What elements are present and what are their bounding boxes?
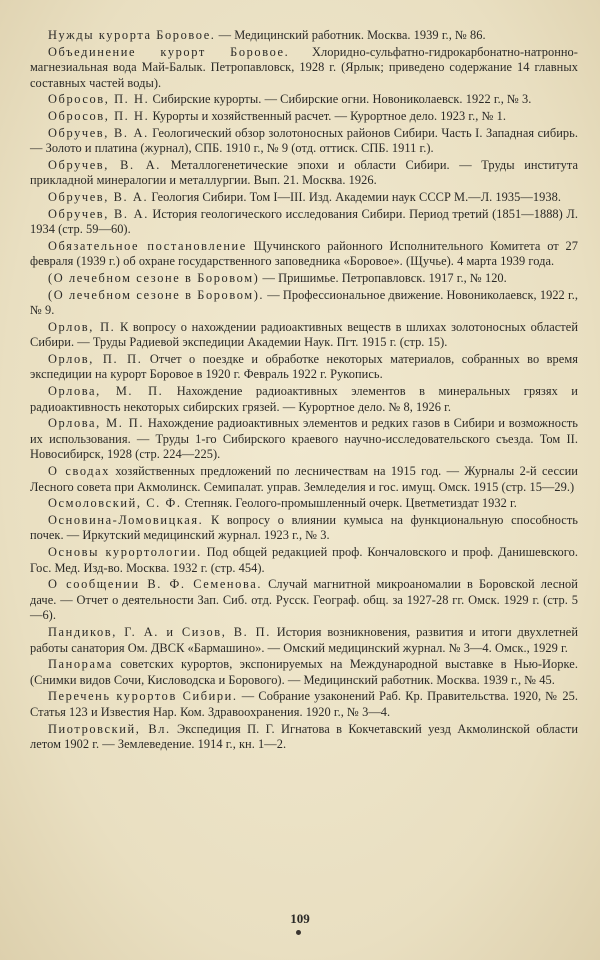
entry-author: Обязательное постановление bbox=[48, 238, 247, 253]
entry-author: Основина-Ломовицкая. bbox=[48, 512, 204, 527]
entry-author: Пиотровский, Вл. bbox=[48, 721, 171, 736]
entry-text: Степняк. Геолого-промышленный очерк. Цветметиздат 1932 г. bbox=[181, 496, 517, 511]
entry-author: Пандиков, Г. А. и Сизов, В. П. bbox=[48, 624, 271, 639]
bibliography-entry bbox=[30, 271, 578, 287]
entry-text: хозяйственных предложений по лесничествам на 1915 год. — Журналы 2-й сессии Лесного совета при Акмолинск. Семипалат. управ. Земледелия и гос. имущ. Омск. 1915 (стр. 15—29.) bbox=[30, 464, 578, 494]
bibliography-entry bbox=[30, 109, 578, 125]
entry-text: Геологический обзор золотоносных районов Сибири. Часть I. Западная сибирь. — Золото и платина (журнал), СПБ. 1910 г., № 9 (отд. оттиск. СПБ. 1911 г.). bbox=[30, 125, 578, 156]
print-mark bbox=[296, 930, 301, 935]
bibliography-entry bbox=[30, 496, 578, 512]
entry-text: — Профессиональное движение. Новониколаевск, 1922 г., № 9. bbox=[30, 287, 578, 318]
bibliography-entry bbox=[30, 158, 578, 189]
entry-text: Металлогенетические эпохи и области Сибири. — Труды института прикладной минералогии и металлургии. Вып. 21. Москва. 1926. bbox=[30, 157, 578, 188]
entry-author: Обросов, П. Н. bbox=[48, 92, 150, 107]
entry-author: Объединение курорт Боровое. bbox=[48, 44, 290, 59]
entry-text: К вопросу о нахождении радиоактивных веществ в шлихах золотоносных областей Сибири. — Труды Радиевой экспедиции Академии Наук. Пгт. 1915 г. (стр. 15). bbox=[30, 319, 579, 350]
entry-text: История геологического исследования Сибири. Период третий (1851—1888) Л. 1934 (стр. 59—60). bbox=[30, 206, 578, 237]
bibliography-entry bbox=[30, 464, 578, 495]
entry-author: Панорама bbox=[48, 657, 114, 672]
bibliography-page bbox=[30, 28, 578, 754]
bibliography-entry bbox=[30, 126, 578, 157]
entry-text: Отчет о поездке и обработке некоторых материалов, собранных во время экспедиции на курорт Боровое в 1920 г. Февраль 1922 г. Рукопись. bbox=[30, 351, 578, 382]
entry-author: Обручев, В. А. bbox=[48, 157, 162, 172]
bibliography-entry bbox=[30, 657, 578, 688]
entry-author: Нужды курорта Боровое. bbox=[48, 28, 216, 42]
bibliography-entry bbox=[30, 45, 578, 92]
bibliography-entry bbox=[30, 207, 578, 238]
bibliography-entry bbox=[30, 722, 578, 753]
entry-text: Случай магнитной микроаномалии в Боровской лесной даче. — Отчет о деятельности Зап. Сиб. отд. Русск. Географ. общ. за 1927-28 гг. Омск. 1929 г. (стр. 5—6). bbox=[30, 577, 578, 623]
entry-author: Орлов, П. bbox=[48, 319, 116, 334]
entry-text: Щучинского районного Исполнительного Комитета от 27 февраля (1939 г.) об охране государственного заповедника «Боровое». (Щучье). 4 марта 1939 года. bbox=[30, 238, 579, 269]
entry-text: — Собрание узаконений Раб. Кр. Правительства. 1920, № 25. Статья 123 и Известия Нар. Ком. Здравоохранения. 1920 г., № 3—4. bbox=[30, 689, 579, 719]
entry-author: Обручев, В. А. bbox=[48, 189, 149, 204]
entry-text: Курорты и хозяйственный расчет. — Курортное дело. 1923 г., № 1. bbox=[149, 108, 506, 123]
page-number: 109 bbox=[290, 911, 310, 926]
entry-text: История возникновения, развития и итоги двухлетней работы санатория Ом. ДВСК «Бармашино». — Омский медицинский журнал. № 3—4. Омск., 1929 г. bbox=[30, 624, 578, 655]
bibliography-entry bbox=[30, 384, 578, 415]
entry-text: К вопросу о влиянии кумыса на функциональную способность почек. — Иркутский медицинский журнал. 1923 г., № 3. bbox=[30, 512, 578, 543]
entry-text: Хлоридно-сульфатно-гидрокарбонатно-натронно-магнезиальная вода Май-Балык. Петропавловск, 1928 г. (Ярлык; приведено содержание 14 главных составных частей воды). bbox=[30, 44, 578, 90]
entry-text: Нахождение радиоактивных элементов и редких газов в Сибири и возможность их использования. — Труды 1-го Сибирского краевого научно-исследовательского съезда. Том II. Новосибирск, 1928 (стр. 224—225). bbox=[30, 416, 578, 462]
bibliography-entry bbox=[30, 625, 578, 656]
entry-author: Орлова, М. П. bbox=[48, 416, 145, 431]
entry-text: Геология Сибири. Том I—III. Изд. Академии наук СССР М.—Л. 1935—1938. bbox=[148, 189, 561, 204]
bibliography-entry bbox=[30, 320, 578, 351]
bibliography-entry bbox=[30, 416, 578, 463]
entry-author: (О лечебном сезоне в Боровом) bbox=[48, 270, 260, 285]
bibliography-entry bbox=[30, 352, 578, 383]
entry-text: — Медицинский работник. Москва. 1939 г., № 86. bbox=[215, 28, 486, 42]
entry-text: — Пришимье. Петропавловск. 1917 г., № 120. bbox=[259, 270, 507, 285]
entry-author: О сводах bbox=[48, 464, 111, 479]
bibliography-entry bbox=[30, 577, 578, 624]
entry-text: Сибирские курорты. — Сибирские огни. Новониколаевск. 1922 г., № 3. bbox=[149, 92, 532, 107]
bibliography-entry bbox=[30, 288, 578, 319]
entry-author: О сообщении В. Ф. Семенова. bbox=[48, 577, 263, 592]
bibliography-entry bbox=[30, 92, 578, 108]
bibliography-list bbox=[30, 28, 578, 753]
entry-author: (О лечебном сезоне в Боровом). bbox=[48, 287, 265, 302]
entry-author: Перечень курортов Сибири. bbox=[48, 689, 238, 704]
entry-author: Орлова, М. П. bbox=[48, 384, 164, 399]
entry-author: Осмоловский, С. Ф. bbox=[48, 496, 182, 511]
entry-text: Под общей редакцией проф. Кончаловского и проф. Данишевского. Гос. Мед. Изд-во. Москва. 1932 г. (стр. 454). bbox=[30, 545, 578, 575]
entry-author: Основы курортологии. bbox=[48, 545, 202, 559]
entry-text: советских курортов, экспонируемых на Международной выставке в Нью-Иорке. (Снимки видов Сочи, Кисловодска и Борового). — Медицинский работник. Москва. 1939 г., № 45. bbox=[30, 657, 578, 687]
entry-text: Нахождение радиоактивных элементов в минеральных грязях и радиоактивность некоторых сибирских грязей. — Курортное дело. № 8, 1926 г. bbox=[30, 384, 578, 414]
bibliography-entry bbox=[30, 190, 578, 206]
entry-author: Обручев, В. А. bbox=[48, 206, 149, 221]
bibliography-entry bbox=[30, 28, 578, 44]
bibliography-entry bbox=[30, 239, 578, 270]
bibliography-entry bbox=[30, 689, 578, 720]
bibliography-entry bbox=[30, 513, 578, 544]
entry-author: Обросов, П. Н. bbox=[48, 108, 150, 123]
entry-text: Экспедиция П. Г. Игнатова в Кокчетавский уезд Акмолинской области летом 1902 г. — Землеведение. 1914 г., кн. 1—2. bbox=[30, 721, 579, 752]
entry-author: Обручев, В. А. bbox=[48, 125, 149, 140]
entry-author: Орлов, П. П. bbox=[48, 351, 143, 366]
bibliography-entry bbox=[30, 545, 578, 576]
